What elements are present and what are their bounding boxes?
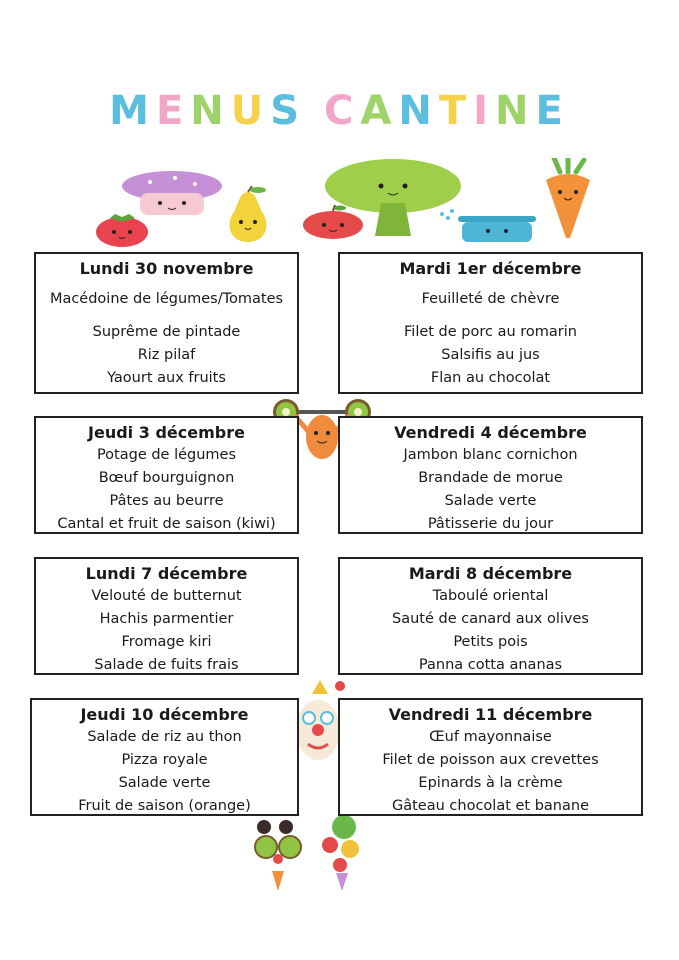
menu-day: Jeudi 10 décembre <box>80 705 249 724</box>
menu-dish: Salade verte <box>118 775 211 791</box>
spacer <box>36 311 297 321</box>
menu-dish: Fruit de saison (orange) <box>78 798 251 814</box>
title-letter: N <box>190 88 231 134</box>
menu-dish: Hachis parmentier <box>99 611 234 627</box>
pear-illustration <box>218 186 278 244</box>
title-letter: M <box>109 88 156 134</box>
menu-dish: Gâteau chocolat et banane <box>392 798 589 814</box>
menu-dish: Filet de poisson aux crevettes <box>382 752 599 768</box>
fruit-faces-illustration <box>252 815 372 895</box>
menu-dish: Filet de porc au romarin <box>404 324 577 340</box>
menu-dish: Velouté de butternut <box>91 588 242 604</box>
menu-day: Mardi 8 décembre <box>408 564 573 583</box>
menu-day: Mardi 1er décembre <box>399 259 582 278</box>
menu-dish: Jambon blanc cornichon <box>403 447 578 463</box>
title-letter: I <box>473 88 496 134</box>
menu-day: Lundi 30 novembre <box>79 259 254 278</box>
menu-dish: Salade verte <box>444 493 537 509</box>
menu-dish: Yaourt aux fruits <box>107 370 226 386</box>
title-letter: T <box>438 88 474 134</box>
menu-dish: Pâtes au beurre <box>109 493 224 509</box>
menu-day: Vendredi 11 décembre <box>388 705 593 724</box>
menu-dish: Brandade de morue <box>418 470 563 486</box>
menu-dish: Bœuf bourguignon <box>98 470 235 486</box>
menu-dish: Salade de fuits frais <box>94 657 239 673</box>
pot-illustration <box>432 208 542 244</box>
menu-dish: Panna cotta ananas <box>418 657 563 673</box>
title-letter: A <box>360 88 399 134</box>
menu-dish: Taboulé oriental <box>432 588 549 604</box>
menu-starter: Feuilleté de chèvre <box>421 291 560 307</box>
menu-dish: Potage de légumes <box>96 447 237 463</box>
carrot-illustration <box>540 158 596 240</box>
cupcake-illustration <box>120 168 225 218</box>
menu-card-vendredi-4 <box>338 416 643 534</box>
title-letter: S <box>270 88 307 134</box>
menu-card-vendredi-11 <box>338 698 643 816</box>
menu-card-jeudi-10 <box>30 698 299 816</box>
menu-day: Lundi 7 décembre <box>85 564 248 583</box>
menu-card-jeudi-3 <box>34 416 299 534</box>
title-letter: E <box>535 88 570 134</box>
menu-card-lundi-7 <box>34 557 299 675</box>
menu-dish: Epinards à la crème <box>418 775 563 791</box>
title-letter: U <box>230 88 271 134</box>
spacer <box>340 311 641 321</box>
menu-card-lundi-30 <box>34 252 299 394</box>
title-letter: C <box>324 88 361 134</box>
page-title <box>0 88 679 134</box>
menu-dish: Petits pois <box>453 634 528 650</box>
title-letter: N <box>398 88 439 134</box>
menu-dish: Pâtisserie du jour <box>427 516 554 532</box>
menu-dish: Pizza royale <box>121 752 208 768</box>
menu-dish: Riz pilaf <box>137 347 196 363</box>
menu-dish: Sauté de canard aux olives <box>392 611 589 627</box>
menu-dish: Œuf mayonnaise <box>429 729 552 745</box>
menu-dish: Suprême de pintade <box>92 324 241 340</box>
menu-dish: Salsifis au jus <box>441 347 540 363</box>
menu-day: Jeudi 3 décembre <box>88 423 245 442</box>
menu-card-mardi-1 <box>338 252 643 394</box>
menu-dish: Cantal et fruit de saison (kiwi) <box>57 516 276 532</box>
menu-card-mardi-8 <box>338 557 643 675</box>
title-letter: N <box>495 88 536 134</box>
title-letter: E <box>155 88 191 134</box>
menu-dish: Flan au chocolat <box>430 370 551 386</box>
menu-day: Vendredi 4 décembre <box>394 423 587 442</box>
menu-dish: Salade de riz au thon <box>87 729 242 745</box>
menu-dish: Fromage kiri <box>121 634 212 650</box>
menu-starter: Macédoine de légumes/Tomates <box>49 291 284 307</box>
